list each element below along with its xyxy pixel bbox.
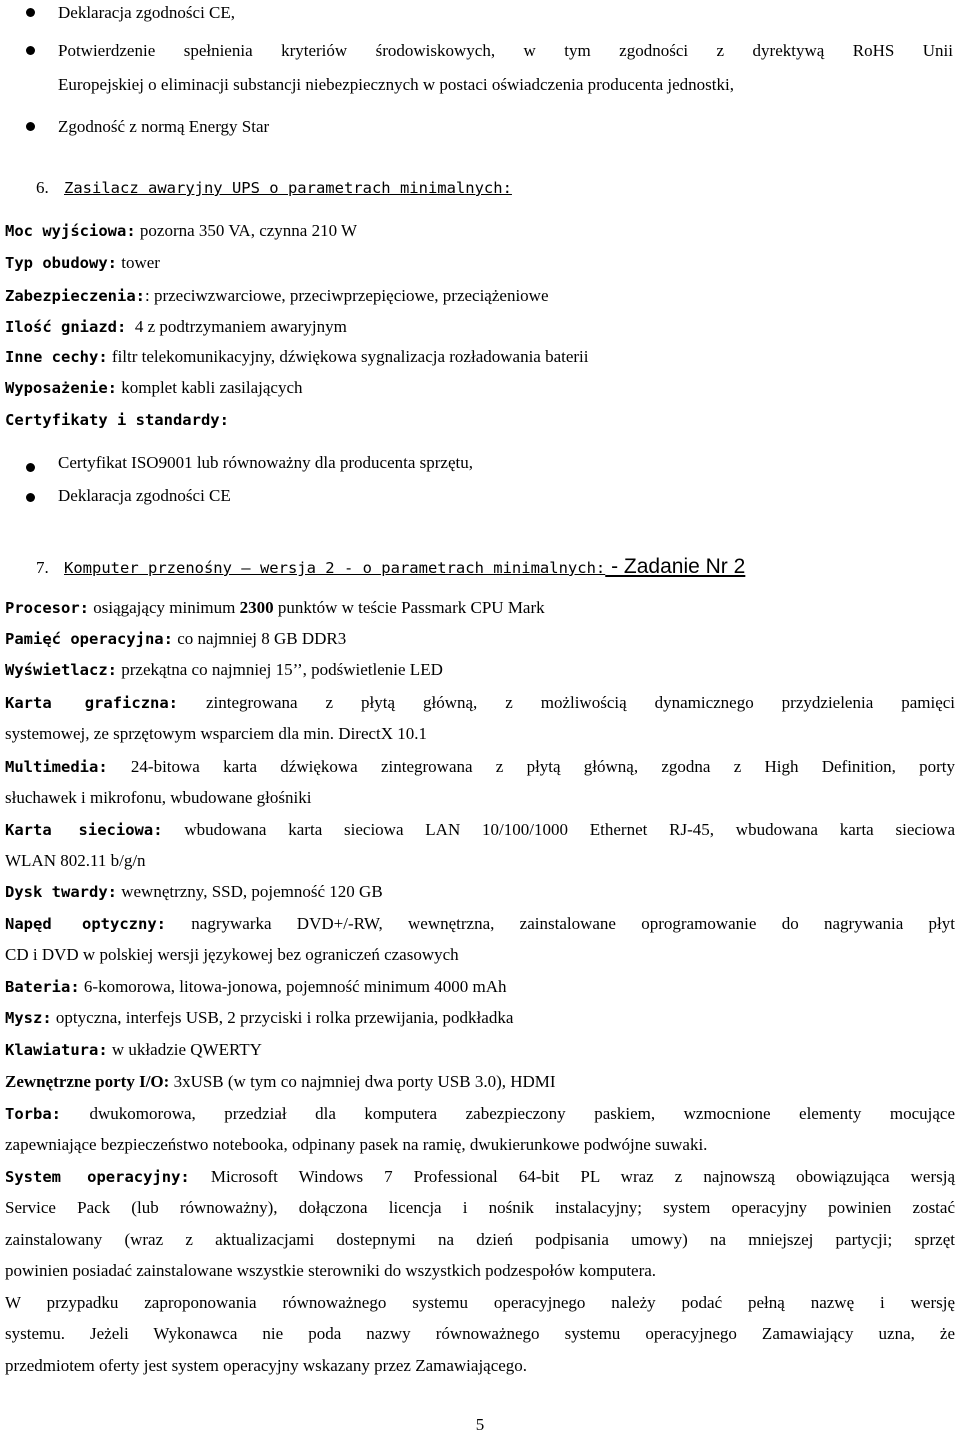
bullet-item-continuation: Europejskiej o eliminacji substancji niebezpiecznych w postaci oświadczenia producenta jednostki, xyxy=(58,75,734,94)
section-7-heading xyxy=(36,556,745,579)
spec-key: Karta graficzna: xyxy=(5,694,179,712)
section-title: Zasilacz awaryjny UPS o parametrach minimalnych: xyxy=(64,179,512,197)
spec-line xyxy=(5,597,545,619)
spec-line xyxy=(5,285,549,307)
text-line xyxy=(5,723,427,745)
spec-key: Inne cechy: xyxy=(5,348,108,366)
spec-key: Bateria: xyxy=(5,978,80,996)
bullet-item: Potwierdzenie spełnienia kryteriów środowiskowych, w tym zgodności z dyrektywą RoHS Unii xyxy=(58,41,953,60)
text-line xyxy=(5,850,146,872)
spec-line xyxy=(5,220,357,242)
spec-value: pozorna 350 VA, czynna 210 W xyxy=(135,221,358,240)
text-content: CD i DVD w polskiej wersji językowej bez ograniczeń czasowych xyxy=(5,945,459,964)
text-content: zapewniające bezpieczeństwo notebooka, odpinany pasek na ramię, dwukierunkowe podwójne suwaki. xyxy=(5,1135,708,1154)
spec-line xyxy=(5,976,507,998)
text-content: systemowej, ze sprzętowym wsparciem dla min. DirectX 10.1 xyxy=(5,724,428,743)
text-line xyxy=(5,1323,955,1345)
spec-value: : przeciwzwarciowe, przeciwprzepięciowe, przeciążeniowe xyxy=(144,286,549,305)
text-line xyxy=(5,1355,527,1377)
bullet-dot xyxy=(26,493,35,502)
text-content: powinien posiadać zainstalowane wszystkie sterowniki do wszystkich podzespołów komputera. xyxy=(5,1261,657,1280)
spec-value: tower xyxy=(116,253,160,272)
spec-key: Wyświetlacz: xyxy=(5,661,117,679)
spec-value: zintegrowana z płytą główną, z możliwością dynamicznego przydzielenia pamięci xyxy=(178,693,956,712)
spec-key: Certyfikaty i standardy: xyxy=(5,411,229,429)
text-line xyxy=(5,1229,955,1251)
text-line xyxy=(5,944,459,966)
spec-line xyxy=(5,346,589,368)
text-line xyxy=(5,1197,955,1219)
spec-line xyxy=(5,692,955,714)
spec-line xyxy=(5,252,160,274)
text-content: słuchawek i mikrofonu, wbudowane głośniki xyxy=(5,788,312,807)
spec-line xyxy=(5,756,955,778)
spec-value: nagrywarka DVD+/-RW, wewnętrzna, zainstalowane oprogramowanie do nagrywania płyt xyxy=(166,914,955,933)
spec-line xyxy=(5,819,955,841)
text-content: Service Pack (lub równoważny), dołączona licencja i nośnik instalacyjny; system operacyjny powinien zostać xyxy=(5,1198,955,1217)
spec-line xyxy=(5,881,383,903)
spec-line xyxy=(5,628,346,650)
text-content: zainstalowany (wraz z aktualizacjami dostepnymi na dzień podpisania umowy) na mniejszej partycji; sprzęt xyxy=(5,1230,955,1249)
text-line xyxy=(5,1134,707,1156)
spec-line xyxy=(5,1103,955,1125)
spec-value: punktów w teście Passmark CPU Mark xyxy=(273,598,545,617)
spec-key: Ilość gniazd: xyxy=(5,318,127,336)
spec-value: 4 z podtrzymaniem awaryjnym xyxy=(126,317,347,336)
spec-value: 6-komorowa, litowa-jonowa, pojemność minimum 4000 mAh xyxy=(79,977,507,996)
text-line xyxy=(5,787,311,809)
section-number: 6. xyxy=(36,178,49,197)
text-line xyxy=(5,1292,955,1314)
text-content: systemu. Jeżeli Wykonawca nie poda nazwy równoważnego systemu operacyjnego Zamawiający uzna, że xyxy=(5,1324,955,1343)
spec-value: filtr telekomunikacyjny, dźwiękowa sygnalizacja rozładowania baterii xyxy=(107,347,589,366)
spec-value: Microsoft Windows 7 Professional 64-bit PL wraz z najnowszą obowiązująca wersją xyxy=(189,1167,955,1186)
bullet-dot xyxy=(26,122,35,131)
certificate-item: Deklaracja zgodności CE xyxy=(58,486,231,505)
spec-key: Klawiatura: xyxy=(5,1041,108,1059)
spec-value-bold: 2300 xyxy=(239,598,274,617)
spec-value: komplet kabli zasilających xyxy=(116,378,303,397)
bullet-dot xyxy=(26,8,35,17)
task-number: - Zadanie Nr 2 xyxy=(605,555,746,578)
text-content: przedmiotem oferty jest system operacyjny wskazany przez Zamawiającego. xyxy=(5,1356,528,1375)
text-line xyxy=(5,1260,656,1282)
bullet-dot xyxy=(26,463,35,472)
spec-value: wbudowana karta sieciowa LAN 10/100/1000 Ethernet RJ-45, wbudowana karta sieciowa xyxy=(162,820,955,839)
text-content: W przypadku zaproponowania równoważnego systemu operacyjnego należy podać pełną nazwę i wersję xyxy=(5,1293,955,1312)
spec-value: osiągający minimum xyxy=(89,598,240,617)
section-title: Komputer przenośny – wersja 2 - o parametrach minimalnych: xyxy=(64,559,606,577)
spec-key: Wyposażenie: xyxy=(5,379,117,397)
page-number: 5 xyxy=(475,1415,485,1434)
spec-line xyxy=(5,377,303,399)
spec-key: Mysz: xyxy=(5,1009,52,1027)
spec-line xyxy=(5,1039,262,1061)
spec-value: 24-bitowa karta dźwiękowa zintegrowana z płytą główną, zgodna z High Definition, porty xyxy=(107,757,955,776)
spec-key: Procesor: xyxy=(5,599,89,617)
bullet-item: Deklaracja zgodności CE, xyxy=(58,3,236,22)
spec-key: Typ obudowy: xyxy=(5,254,117,272)
spec-line xyxy=(5,409,229,431)
section-6-heading xyxy=(36,177,512,199)
spec-value: w układzie QWERTY xyxy=(107,1040,262,1059)
spec-line xyxy=(5,1166,955,1188)
spec-value: 3xUSB (w tym co najmniej dwa porty USB 3.0), HDMI xyxy=(169,1072,556,1091)
spec-value: optyczna, interfejs USB, 2 przyciski i rolka przewijania, podkładka xyxy=(51,1008,514,1027)
text-content: WLAN 802.11 b/g/n xyxy=(5,851,146,870)
spec-value: dwukomorowa, przedział dla komputera zabezpieczony paskiem, wzmocnione elementy mocujące xyxy=(61,1104,955,1123)
spec-value: przekątna co najmniej 15’’, podświetlenie LED xyxy=(116,660,443,679)
spec-line xyxy=(5,316,347,338)
spec-line xyxy=(5,1071,556,1093)
spec-value: wewnętrzny, SSD, pojemność 120 GB xyxy=(116,882,383,901)
spec-key: Napęd optyczny: xyxy=(5,915,167,933)
bullet-dot xyxy=(26,46,35,55)
spec-key: Moc wyjściowa: xyxy=(5,222,136,240)
section-number: 7. xyxy=(36,558,49,577)
spec-key: Zewnętrzne porty I/O: xyxy=(5,1072,170,1091)
spec-key: Multimedia: xyxy=(5,758,108,776)
spec-key: System operacyjny: xyxy=(5,1168,190,1186)
spec-line xyxy=(5,659,443,681)
spec-key: Torba: xyxy=(5,1105,61,1123)
bullet-item: Zgodność z normą Energy Star xyxy=(58,117,270,136)
spec-line xyxy=(5,913,955,935)
spec-line xyxy=(5,1007,513,1029)
spec-key: Pamięć operacyjna: xyxy=(5,630,173,648)
spec-key: Dysk twardy: xyxy=(5,883,117,901)
certificate-item: Certyfikat ISO9001 lub równoważny dla producenta sprzętu, xyxy=(58,453,473,472)
spec-key: Karta sieciowa: xyxy=(5,821,163,839)
spec-value: co najmniej 8 GB DDR3 xyxy=(172,629,347,648)
spec-key: Zabezpieczenia: xyxy=(5,287,145,305)
